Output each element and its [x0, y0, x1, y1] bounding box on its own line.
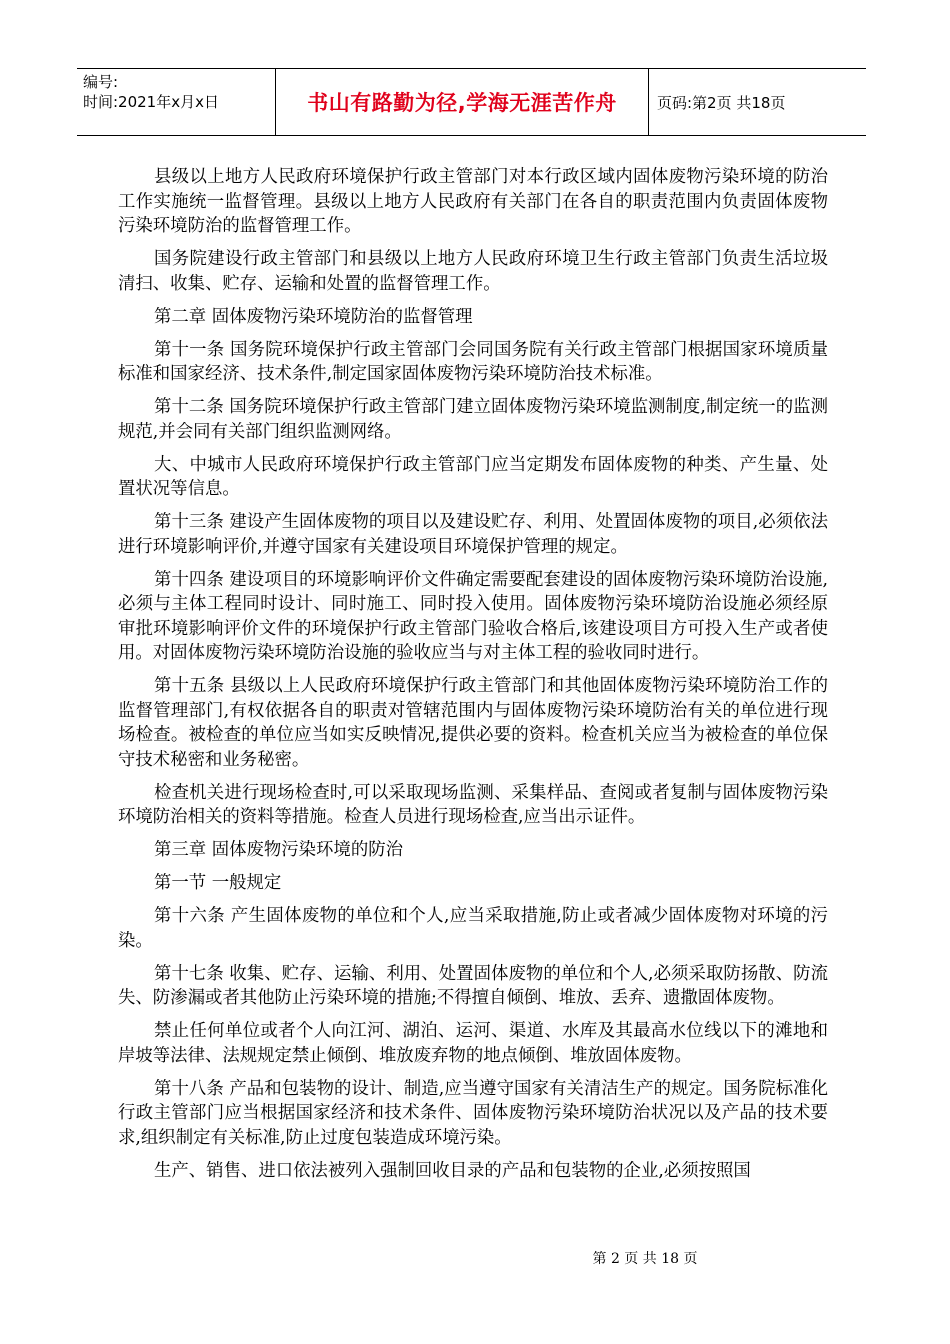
chapter-heading: 第三章 固体废物污染环境的防治: [154, 840, 403, 860]
paragraph: 第十二条 国务院环境保护行政主管部门建立固体废物污染环境监测制度,制定统一的监测规范,并会同有关部门组织监测网络。: [118, 397, 828, 442]
paragraph: 禁止任何单位或者个人向江河、湖泊、运河、渠道、水库及其最高水位线以下的滩地和岸坡等法律、法规规定禁止倾倒、堆放废弃物的地点倾倒、堆放固体废物。: [118, 1021, 828, 1066]
paragraph: 第十八条 产品和包装物的设计、制造,应当遵守国家有关清洁生产的规定。国务院标准化行政主管部门应当根据国家经济和技术条件、固体废物污染环境防治状况以及产品的技术要求,组织制定有关标准,防止过度包装造成环境污染。: [118, 1078, 828, 1148]
page-header: [77, 68, 866, 136]
header-motto: 书山有路勤为径,学海无涯苦作舟: [276, 69, 649, 135]
header-meta: [77, 69, 276, 135]
paragraph: 第十六条 产生固体废物的单位和个人,应当采取措施,防止或者减少固体废物对环境的污染。: [118, 906, 828, 951]
paragraph: 第十七条 收集、贮存、运输、利用、处置固体废物的单位和个人,必须采取防扬散、防流失、防渗漏或者其他防止污染环境的措施;不得擅自倾倒、堆放、丢弃、遗撒固体废物。: [118, 963, 828, 1008]
paragraph: 第十五条 县级以上人民政府环境保护行政主管部门和其他固体废物污染环境防治工作的监督管理部门,有权依据各自的职责对管辖范围内与固体废物污染环境防治有关的单位进行现场检查。被检查的单位应当如实反映情况,提供必要的资料。检查机关应当为被检查的单位保守技术秘密和业务秘密。: [118, 676, 828, 770]
paragraph: 县级以上地方人民政府环境保护行政主管部门对本行政区域内固体废物污染环境的防治工作实施统一监督管理。县级以上地方人民政府有关部门在各自的职责范围内负责固体废物污染环境防治的监督管理工作。: [118, 167, 828, 236]
section-heading: 第一节 一般规定: [154, 873, 282, 893]
chapter-heading: 第二章 固体废物污染环境防治的监督管理: [154, 306, 473, 327]
paragraph: 大、中城市人民政府环境保护行政主管部门应当定期发布固体废物的种类、产生量、处置状况等信息。: [118, 454, 828, 499]
document-time-label: 时间:2021年x月x日: [83, 93, 219, 111]
page-footer: 第 2 页 共 18 页: [592, 1251, 698, 1267]
paragraph: 生产、销售、进口依法被列入强制回收目录的产品和包装物的企业,必须按照国: [154, 1160, 751, 1181]
paragraph: 国务院建设行政主管部门和县级以上地方人民政府环境卫生行政主管部门负责生活垃圾清扫、收集、贮存、运输和处置的监督管理工作。: [118, 249, 828, 294]
paragraph: 第十四条 建设项目的环境影响评价文件确定需要配套建设的固体废物污染环境防治设施,必须与主体工程同时设计、同时施工、同时投入使用。固体废物污染环境防治设施必须经原审批环境影响评价文件的环境保护行政主管部门验收合格后,该建设项目方可投入生产或者使用。对固体废物污染环境防治设施的验收应当与对主体工程的验收同时进行。: [118, 569, 828, 663]
paragraph: 第十三条 建设产生固体废物的项目以及建设贮存、利用、处置固体废物的项目,必须依法进行环境影响评价,并遵守国家有关建设项目环境保护管理的规定。: [118, 512, 828, 557]
paragraph: 第十一条 国务院环境保护行政主管部门会同国务院有关行政主管部门根据国家环境质量标准和国家经济、技术条件,制定国家固体废物污染环境防治技术标准。: [118, 339, 828, 384]
document-number-label: 编号:: [83, 73, 119, 91]
header-page-number: 页码:第2页 共18页: [657, 93, 786, 112]
paragraph: 检查机关进行现场检查时,可以采取现场监测、采集样品、查阅或者复制与固体废物污染环境防治相关的资料等措施。检查人员进行现场检查,应当出示证件。: [118, 782, 828, 827]
document-body: [118, 165, 828, 1192]
